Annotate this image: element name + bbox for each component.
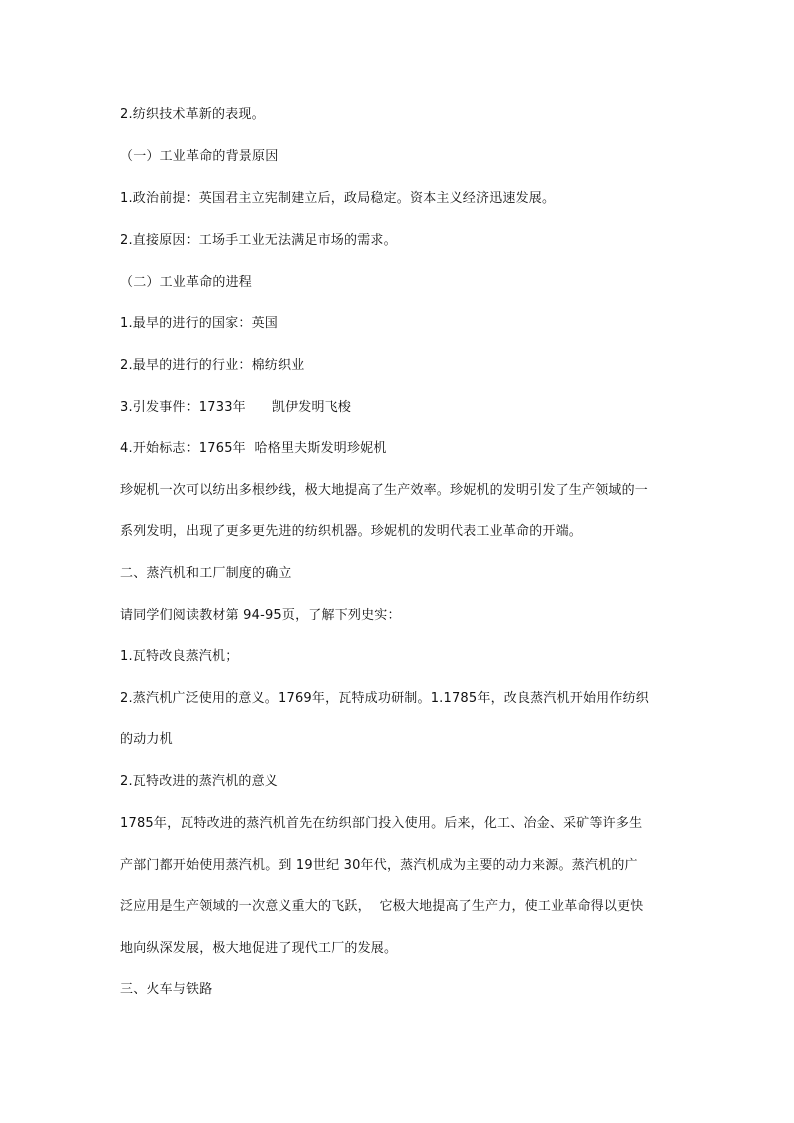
paragraph-line: 珍妮机一次可以纺出多根纱线，极大地提高了生产效率。珍妮机的发明引发了生产领域的一 xyxy=(120,483,649,498)
text-line: 2.瓦特改进的蒸汽机的意义 xyxy=(120,774,279,789)
section-heading: （二）工业革命的进程 xyxy=(120,275,253,290)
section-heading: （一）工业革命的背景原因 xyxy=(120,149,279,164)
text-line: 2.直接原因：工场手工业无法满足市场的需求。 xyxy=(120,233,397,248)
text-line: 2.纺织技术革新的表现。 xyxy=(120,107,265,122)
paragraph-line: 泛应用是生产领域的一次意义重大的飞跃， 它极大地提高了生产力，使工业革命得以更快 xyxy=(120,899,644,914)
paragraph-line: 的动力机 xyxy=(120,732,173,747)
section-heading: 三、火车与铁路 xyxy=(120,982,213,997)
text-line: 2.最早的进行的行业：棉纺织业 xyxy=(120,358,305,373)
text-line: 1.最早的进行的国家：英国 xyxy=(120,316,279,331)
section-heading: 二、蒸汽机和工厂制度的确立 xyxy=(120,566,292,581)
paragraph-line: 1785年，瓦特改进的蒸汽机首先在纺织部门投入使用。后来，化工、冶金、采矿等许多生 xyxy=(120,816,643,831)
text-line: 1.瓦特改良蒸汽机； xyxy=(120,649,239,664)
text-line: 1.政治前提：英国君主立宪制建立后，政局稳定。资本主义经济迅速发展。 xyxy=(120,191,556,206)
paragraph-line: 产部门都开始使用蒸汽机。到 19世纪 30年代，蒸汽机成为主要的动力来源。蒸汽机的广 xyxy=(120,858,638,873)
text-line: 4.开始标志：1765年 哈格里夫斯发明珍妮机 xyxy=(120,441,387,456)
text-line: 请同学们阅读教材第 94-95页，了解下列史实： xyxy=(120,608,401,623)
paragraph-line: 系列发明，出现了更多更先进的纺织机器。珍妮机的发明代表工业革命的开端。 xyxy=(120,524,583,539)
paragraph-line: 2.蒸汽机广泛使用的意义。1769年，瓦特成功研制。1.1785年，改良蒸汽机开始用作纺织 xyxy=(120,691,649,706)
paragraph-line: 地向纵深发展，极大地促进了现代工厂的发展。 xyxy=(120,941,398,956)
text-line: 3.引发事件：1733年 凯伊发明飞梭 xyxy=(120,400,352,415)
